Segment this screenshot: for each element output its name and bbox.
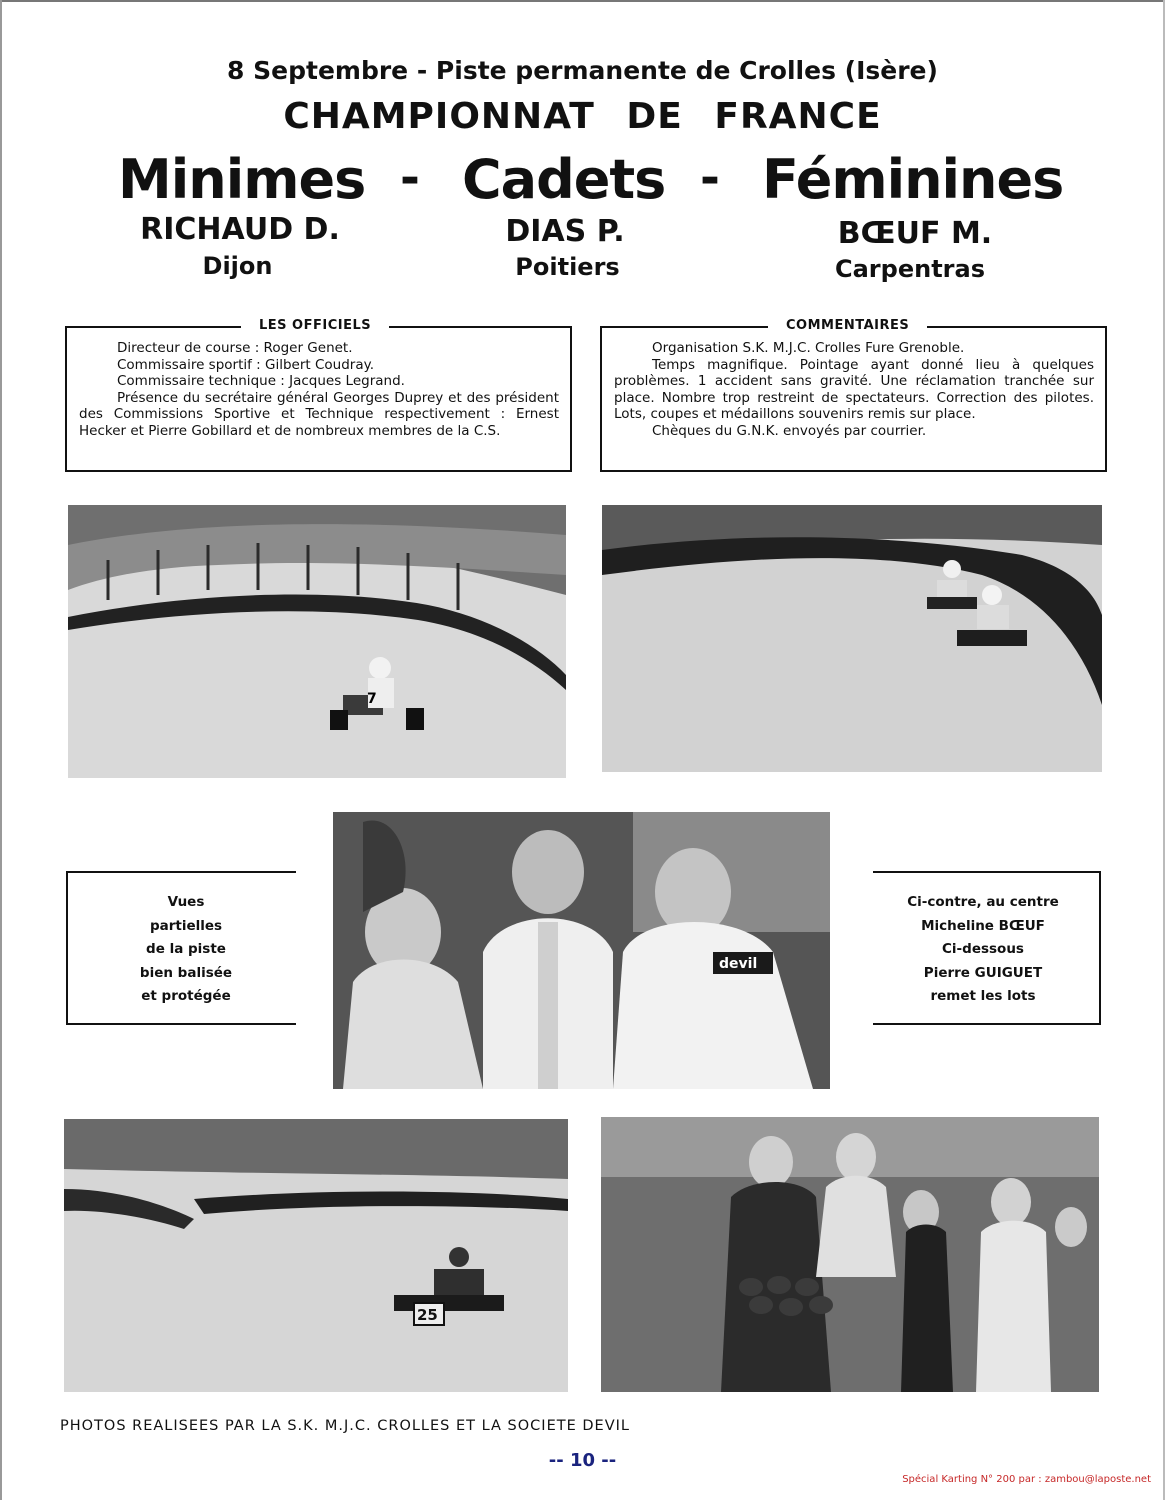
winner-cadets: DIAS P.	[505, 214, 625, 249]
comments-text	[614, 340, 1094, 439]
footer-note: Spécial Karting N° 200 par : zambou@laposte.net	[902, 1474, 1151, 1485]
winner-minimes: RICHAUD D.	[140, 212, 340, 247]
official-line: Directeur de course : Roger Genet.	[117, 340, 353, 356]
winner-feminines: BŒUF M.	[837, 216, 993, 251]
comments-box	[600, 318, 1107, 472]
photo-track-two-karts	[602, 505, 1102, 772]
caption-line: et protégée	[141, 988, 231, 1004]
category-separator: -	[400, 150, 420, 206]
comment-line: Chèques du G.N.K. envoyés par courrier.	[652, 422, 927, 439]
caption-line: Pierre GUIGUET	[923, 964, 1043, 981]
officials-text	[79, 340, 559, 439]
officials-heading: LES OFFICIELS	[241, 318, 389, 333]
suit-brand-label: devil	[719, 956, 758, 972]
photo-track-kart-7	[68, 505, 566, 778]
official-line: Commissaire technique : Jacques Legrand.	[117, 373, 405, 389]
caption-line: Micheline BŒUF	[921, 917, 1045, 934]
photo-prize-giving	[601, 1117, 1099, 1392]
kart-number-25: 25	[417, 1306, 438, 1324]
caption-line: remet les lots	[930, 988, 1036, 1004]
championship-title: CHAMPIONNAT DE FRANCE	[283, 96, 882, 137]
officials-box	[65, 318, 572, 472]
category-feminines: Féminines	[762, 148, 1064, 211]
kart-number-7: 7	[367, 691, 377, 707]
city-minimes: Dijon	[202, 252, 273, 280]
caption-line: partielles	[149, 917, 223, 934]
caption-line: Vues	[167, 894, 205, 910]
event-date-location: 8 Septembre - Piste permanente de Crolles (Isère)	[227, 56, 938, 85]
caption-left-text	[126, 891, 246, 1009]
caption-box-right	[873, 871, 1101, 1025]
caption-line: Ci-dessous	[942, 941, 1024, 957]
official-line: Commissaire sportif : Gilbert Coudray.	[117, 356, 374, 373]
photo-track-kart-25	[64, 1119, 568, 1392]
comments-heading: COMMENTAIRES	[768, 318, 927, 333]
page-border-top	[0, 0, 1165, 2]
page-number: -- 10 --	[548, 1450, 617, 1471]
category-cadets: Cadets	[462, 148, 666, 211]
page-border-left	[0, 0, 2, 1500]
city-cadets: Poitiers	[515, 253, 620, 281]
comment-line: Organisation S.K. M.J.C. Crolles Fure Grenoble.	[652, 340, 965, 356]
caption-right-text	[883, 891, 1083, 1009]
category-minimes: Minimes	[118, 148, 366, 211]
caption-line: de la piste	[146, 941, 226, 957]
caption-box-left	[66, 871, 296, 1025]
official-line: Présence du secrétaire général Georges Duprey et des président des Commissions Sportive et Technique respectivement : Ernest Hecker et Pierre Gobillard et de nombreux membres de la C.S.	[79, 389, 559, 439]
category-separator: -	[700, 150, 720, 206]
comment-line: Temps magnifique. Pointage ayant donné lieu à quelques problèmes. 1 accident sans gravité. Une réclamation tranchée sur place. Nombre trop restreint de spectateurs. Correction des pilotes. Lots, coupes et médaillons souvenirs remis sur place.	[614, 356, 1094, 422]
photo-podium-pilots	[333, 812, 830, 1089]
photo-credits: PHOTOS REALISEES PAR LA S.K. M.J.C. CROLLES ET LA SOCIETE DEVIL	[60, 1418, 630, 1434]
caption-line: bien balisée	[139, 964, 233, 981]
city-feminines: Carpentras	[835, 255, 985, 283]
caption-line: Ci-contre, au centre	[907, 894, 1059, 910]
